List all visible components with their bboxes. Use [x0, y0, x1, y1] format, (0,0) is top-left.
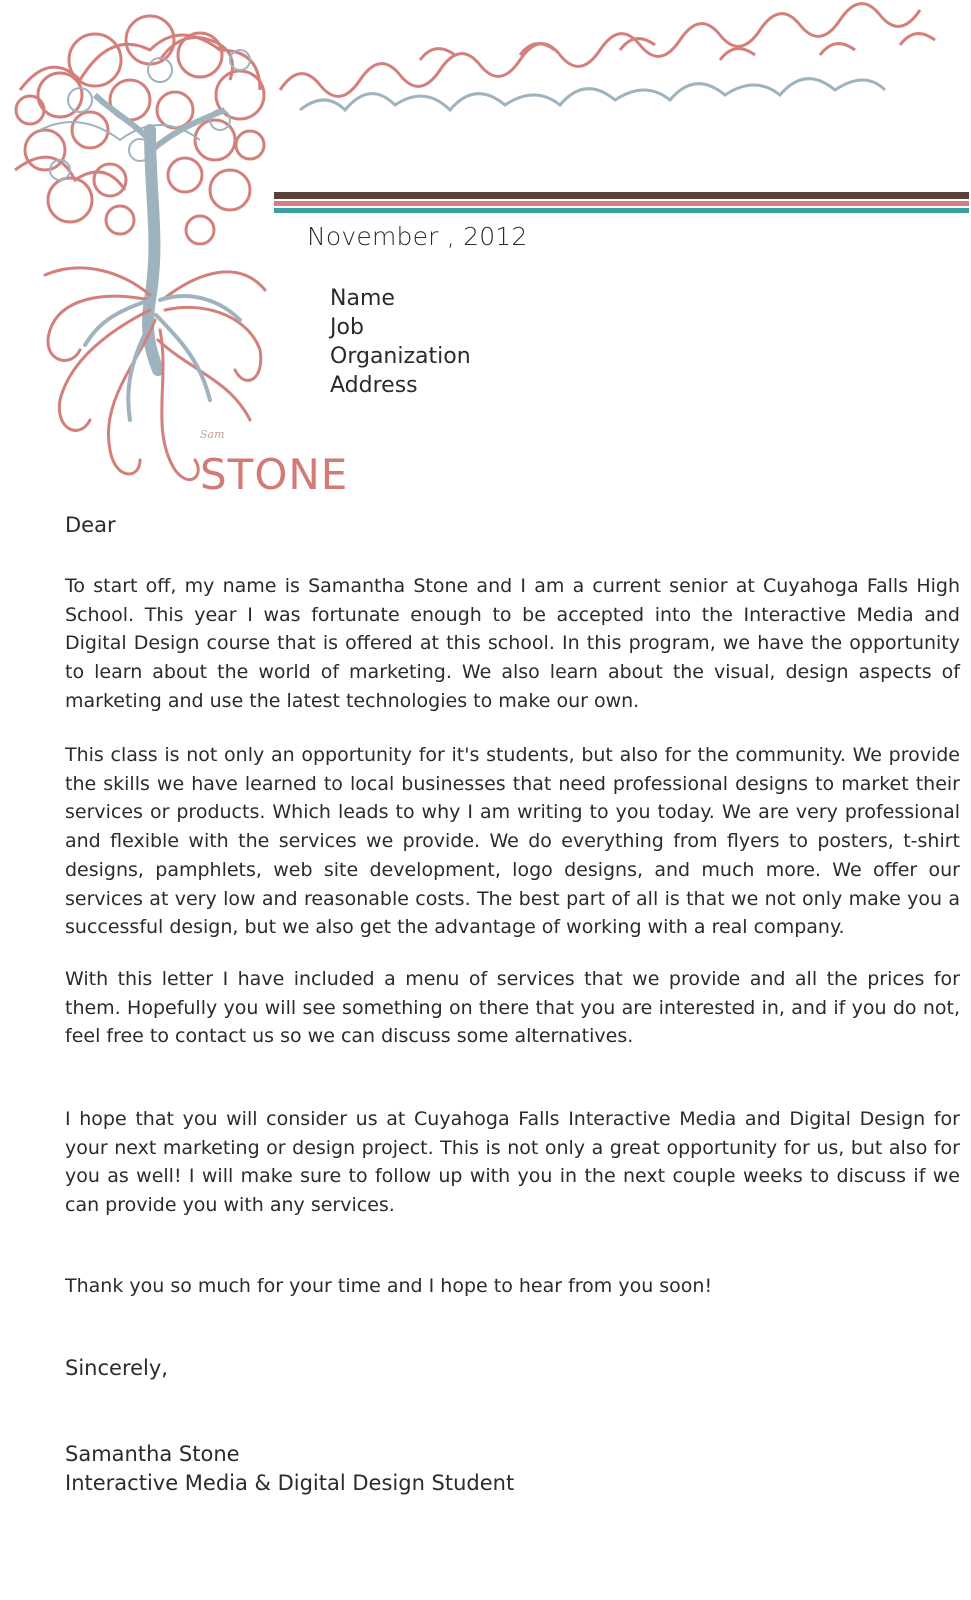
paragraph-services: This class is not only an opportunity for it's students, but also for the community. We provide the skills we have learned to local businesses that need professional designs to market their services or products. Which leads to why I am writing to you today. We are very professional and flexible with the services we provide. We do everything from flyers to posters, t-shirt designs, pamphlets, web site development, logo designs, and much more. We offer our services at very low and reasonable costs. The best part of all is that we not only make you a successful design, but we also get the advantage of working with a real company. [65, 744, 960, 939]
salutation: Dear [65, 513, 116, 537]
tree-illustration [0, 0, 971, 510]
recipient-block [330, 284, 471, 400]
stripe-teal [274, 208, 969, 213]
header-stripes [274, 192, 969, 215]
recipient-job: Job [330, 315, 364, 340]
signature-block [65, 1440, 514, 1498]
recipient-organization: Organization [330, 344, 471, 369]
stone-logo: STONE [200, 450, 349, 499]
letterhead-artwork [0, 0, 971, 510]
signer-title: Interactive Media & Digital Design Student [65, 1471, 515, 1495]
recipient-address: Address [330, 373, 418, 398]
letter-date: November , 2012 [307, 222, 528, 251]
recipient-name: Name [330, 286, 395, 311]
signer-name: Samantha Stone [65, 1442, 240, 1466]
closing: Sincerely, [65, 1356, 168, 1380]
paragraph-consider: I hope that you will consider us at Cuyahoga Falls Interactive Media and Digital Design for your next marketing or design project. This is not only a great opportunity for us, but also for you as well! I will make sure to follow up with you in the next couple weeks to discuss if we can provide you with any services. [65, 1108, 960, 1217]
logo-signature: Sam [200, 428, 225, 441]
stripe-pink [274, 201, 969, 206]
stripe-brown [274, 192, 969, 199]
paragraph-menu: With this letter I have included a menu of services that we provide and all the prices for them. Hopefully you will see something on there that you are interested in, and if you do not, feel free to contact us so we can discuss some alternatives. [65, 968, 960, 1048]
paragraph-intro: To start off, my name is Samantha Stone and I am a current senior at Cuyahoga Falls High School. This year I was fortunate enough to be accepted into the Interactive Media and Digital Design course that is offered at this school. In this program, we have the opportunity to learn about the world of marketing. We also learn about the visual, design aspects of marketing and use the latest technologies to make our own. [65, 575, 960, 712]
paragraph-thanks: Thank you so much for your time and I hope to hear from you soon! [65, 1275, 713, 1297]
